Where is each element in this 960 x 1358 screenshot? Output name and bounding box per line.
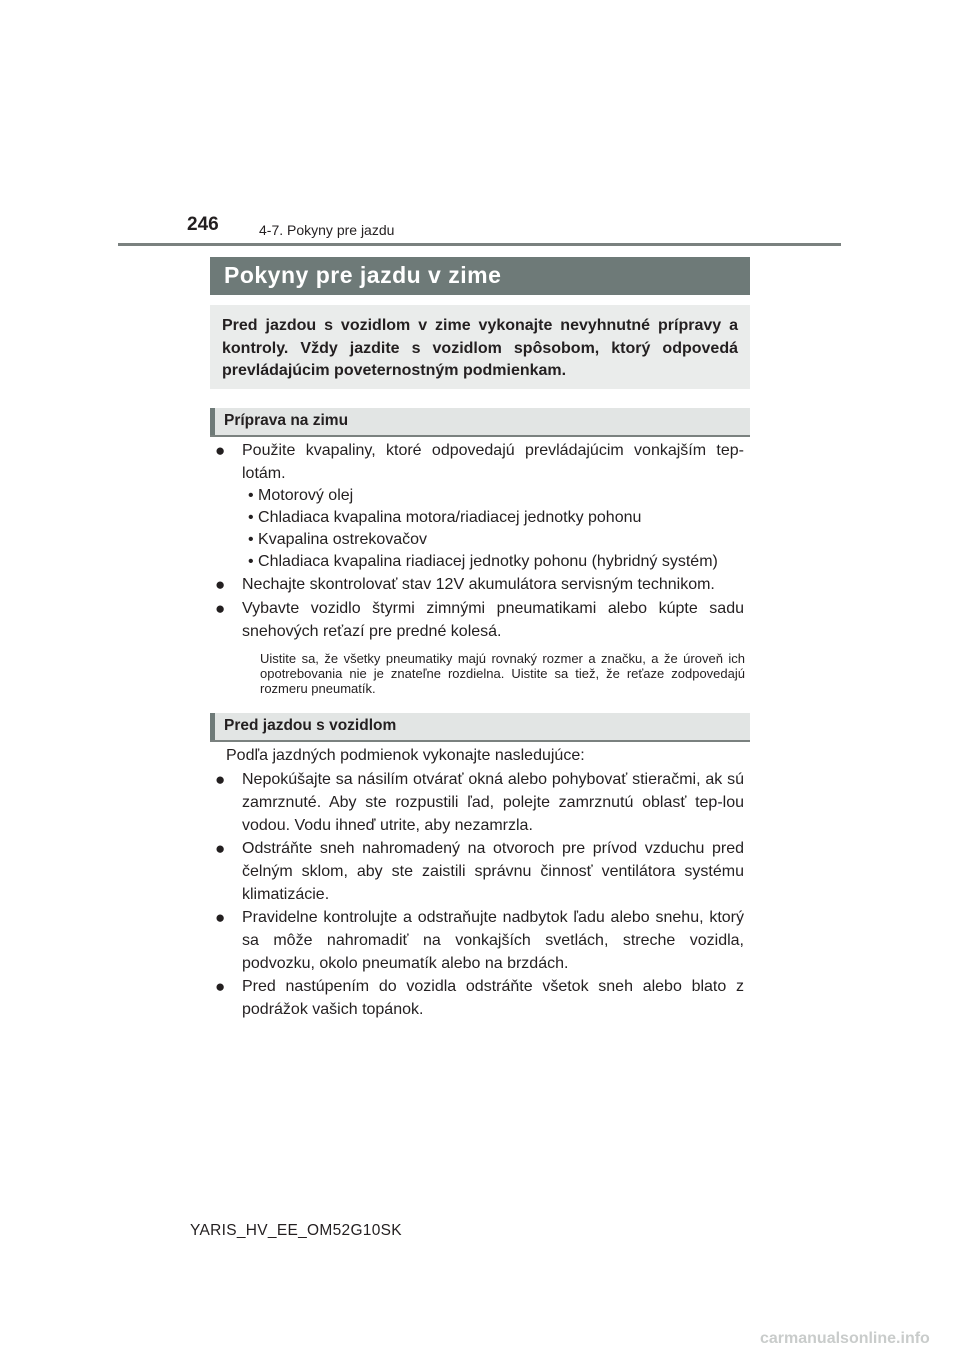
bullet-icon: ● bbox=[215, 770, 226, 789]
section-title-bar bbox=[210, 257, 750, 295]
chapter-title: 4-7. Pokyny pre jazdu bbox=[259, 222, 395, 238]
list-item: • Chladiaca kvapalina riadiacej jednotky pohonu (hybridný systém) bbox=[248, 553, 718, 570]
bullet-icon: ● bbox=[215, 441, 226, 460]
prep-bullet-fluids: Použite kvapaliny, ktoré odpovedajú prevládajúcim vonkajším tep-lotám. bbox=[242, 442, 744, 482]
watermark: carmanualsonline.info bbox=[760, 1330, 930, 1347]
document-code: YARIS_HV_EE_OM52G10SK bbox=[190, 1222, 402, 1239]
bullet-icon: ● bbox=[215, 908, 226, 927]
subsection-accent bbox=[210, 713, 215, 740]
before-driving-lead: Podľa jazdných podmienok vykonajte nasledujúce: bbox=[226, 747, 585, 764]
bullet-icon: ● bbox=[215, 575, 226, 594]
intro-text: Pred jazdou s vozidlom v zime vykonajte nevyhnutné prípravy a kontroly. Vždy jazdite s vozidlom spôsobom, ktorý odpovedá prevládajúcim poveternostným podmienkam. bbox=[222, 317, 738, 379]
list-item: • Motorový olej bbox=[248, 487, 354, 504]
drive-bullet-windows: Nepokúšajte sa násilím otvárať okná alebo pohybovať stieračmi, ak sú zamrznuté. Aby ste rozpustili ľad, polejte zamrznutú oblasť tep-lou vodou. Vodu ihneď utrite, aby nezamrzla. bbox=[242, 771, 744, 834]
bullet-icon: ● bbox=[215, 977, 226, 996]
subsection-accent bbox=[210, 408, 215, 435]
subsection-winter-prep bbox=[210, 408, 750, 437]
subsection-title: Príprava na zimu bbox=[224, 412, 349, 429]
page-number: 246 bbox=[187, 214, 219, 235]
bullet-icon: ● bbox=[215, 599, 226, 618]
drive-bullet-shoes: Pred nastúpením do vozidla odstráňte všetok sneh alebo blato z podrážok vašich topánok. bbox=[242, 978, 744, 1018]
subsection-before-driving bbox=[210, 713, 750, 742]
header-divider bbox=[118, 243, 841, 246]
list-item: • Kvapalina ostrekovačov bbox=[248, 531, 428, 548]
section-title: Pokyny pre jazdu v zime bbox=[224, 262, 502, 288]
page-header bbox=[187, 214, 787, 242]
bullet-icon: ● bbox=[215, 839, 226, 858]
drive-bullet-vents: Odstráňte sneh nahromadený na otvoroch pre prívod vzduchu pred čelným sklom, aby ste zaistili správnu činnosť ventilátora systému klimatizácie. bbox=[242, 840, 744, 903]
intro-box bbox=[210, 305, 750, 389]
list-item: • Chladiaca kvapalina motora/riadiacej jednotky pohonu bbox=[248, 509, 642, 526]
prep-bullet-tires: Vybavte vozidlo štyrmi zimnými pneumatikami alebo kúpte sadu snehových reťazí pre predné kolesá. bbox=[242, 600, 744, 640]
subsection-title: Pred jazdou s vozidlom bbox=[224, 717, 397, 734]
drive-bullet-ice: Pravidelne kontrolujte a odstraňujte nadbytok ľadu alebo snehu, ktorý sa môže nahromadiť na vonkajších svetlách, streche vozidla, podvozku, okolo pneumatík alebo na brzdách. bbox=[242, 909, 744, 972]
prep-bullet-battery: Nechajte skontrolovať stav 12V akumulátora servisným technikom. bbox=[242, 576, 715, 593]
tire-note: Uistite sa, že všetky pneumatiky majú rovnaký rozmer a značku, a že úroveň ich opotrebovania nie je znateľne rozdielna. Uistite sa tiež, že reťaze zodpovedajú rozmeru pneumatík. bbox=[260, 651, 745, 696]
